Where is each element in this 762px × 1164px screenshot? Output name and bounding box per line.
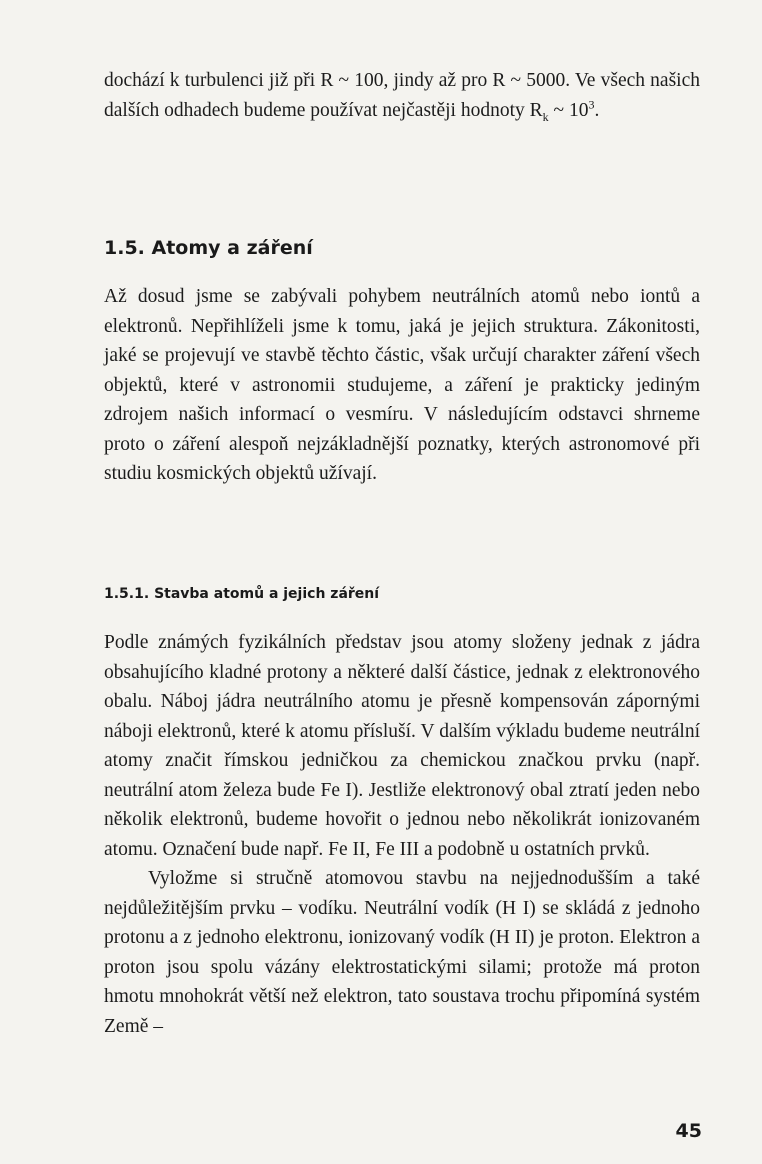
section-heading bbox=[104, 237, 313, 259]
exponent-superscript: 3 bbox=[588, 97, 595, 111]
page-number: 45 bbox=[675, 1120, 702, 1142]
reynolds-approx: ~ 10 bbox=[548, 99, 589, 121]
top-paragraph-text bbox=[104, 66, 700, 125]
section-intro bbox=[104, 282, 700, 489]
subsection-paragraph-1: Podle známých fyzikálních představ jsou atomy složeny jednak z jádra obsahujícího kladné protony a některé další částice, jednak z elektronového obalu. Náboj jádra neutrálního atomu je přesně kompensován zápornými náboji elektronů, které k atomu přísluší. V dalším výkladu budeme neutrální atomy značit římskou jedničkou za chemickou značkou prvku (např. neutrální atom železa bude Fe I). Jestliže elektronový obal ztratí jeden nebo několik elektronů, budeme hovořit o jednou nebo několikrát ionizovaném atomu. Označení bude např. Fe II, Fe III a podobně u ostatních prvků. bbox=[104, 632, 700, 860]
top-paragraph bbox=[104, 66, 700, 125]
subsection-body bbox=[104, 628, 700, 1041]
section-number: 1.5. bbox=[104, 237, 145, 259]
section-paragraph: Až dosud jsme se zabývali pohybem neutrálních atomů nebo iontů a elektronů. Nepřihlíželi jsme k tomu, jaká je jejich struktura. Zákonitosti, jaké se projevují ve stavbě těchto částic, však určují charakter záření všech objektů, které v astronomii studujeme, a záření je prakticky jediným zdrojem našich informací o vesmíru. V následujícím odstavci shrneme proto o záření alespoň nejzákladnější poznatky, kterých astronomové při studiu kosmických objektů užívají. bbox=[104, 286, 700, 484]
top-paragraph-end: . bbox=[594, 99, 600, 121]
subsection-title: Stavba atomů a jejich záření bbox=[154, 586, 380, 602]
reynolds-subscript: k bbox=[542, 109, 549, 124]
section-title: Atomy a záření bbox=[151, 237, 313, 259]
subsection-heading bbox=[104, 586, 379, 602]
subsection-paragraph-2: Vyložme si stručně atomovou stavbu na nejjednodušším a také nejdůležitějším prvku – vodíku. Neutrální vodík (H I) se skládá z jednoho protonu a z jednoho elektronu, ionizovaný vodík (H II) je proton. Elektron a proton jsou spolu vázány elektrostatickými silami; protože má proton hmotu mnohokrát větší než elektron, tato soustava trochu připomíná systém Země – bbox=[104, 868, 700, 1037]
top-paragraph-main: dochází k turbulenci již při R ~ 100, jindy až pro R ~ 5000. Ve všech našich dalších odhadech budeme používat nejčastěji hodnoty R bbox=[104, 70, 700, 121]
subsection-number: 1.5.1. bbox=[104, 586, 150, 602]
